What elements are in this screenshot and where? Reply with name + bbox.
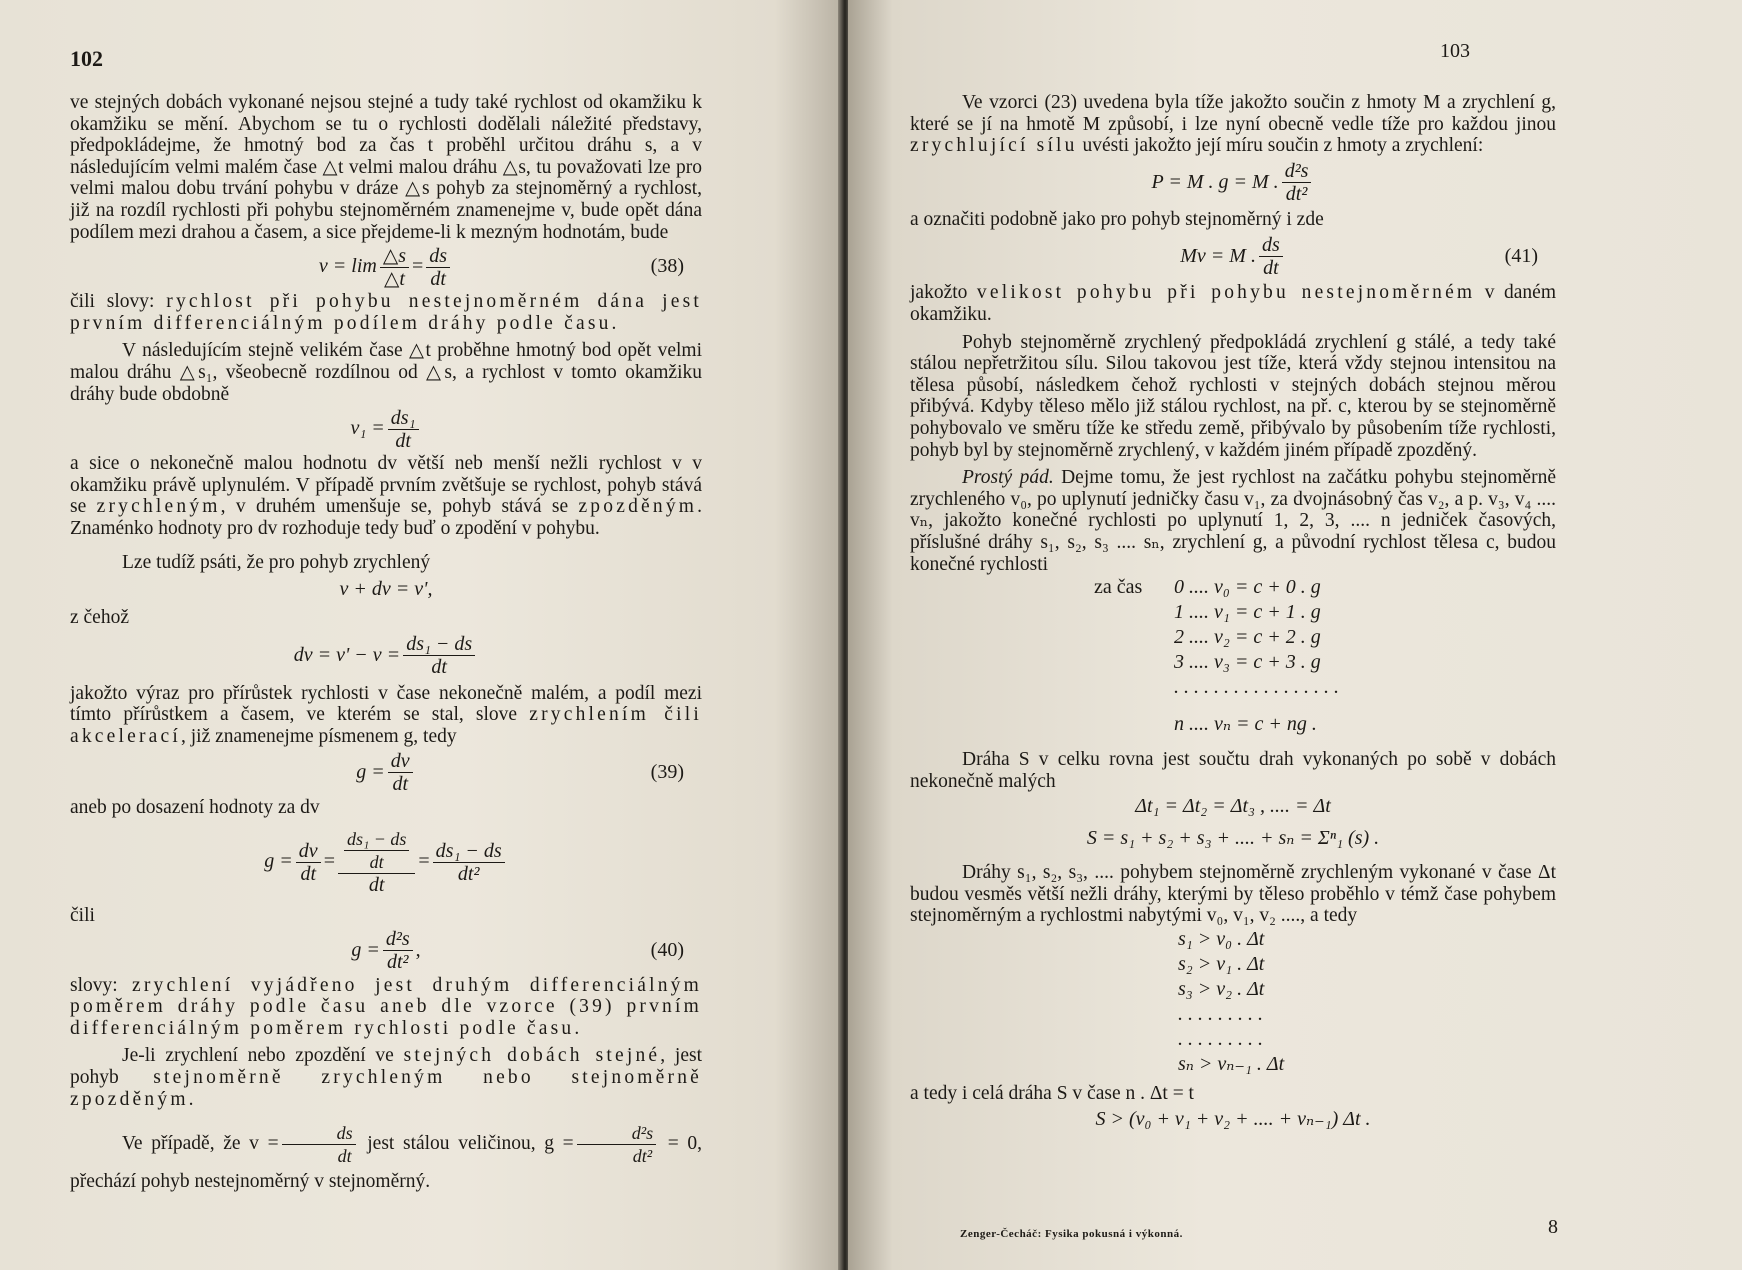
p12-part-c: = 0, přechází pohyb nestejnoměrný v stejnoměrný. [70, 1133, 703, 1193]
r-p5-text: Dejme tomu, že jest rychlost na začátku pohybu stejnoměrně zrychleného v₀, po uplynutí jedničky času v₁, za dvojnásobný čas v₂, a p. v₃, v₄ .... vₙ, jakožto konečné rychlosti po uplynutí 1, 2, 3, .... n jedniček časových, příslušné dráhy s₁, s₂, s₃ .... sₙ, zrychlení g, a původní rychlost tělesa c, budou konečné rychlosti [910, 467, 1556, 575]
right-paragraph-5 [910, 467, 1556, 575]
p11-part-a: Je-li zrychlení nebo zpozdění ve [122, 1045, 404, 1067]
left-paragraph-3: V následujícím stejně velikém čase △t proběhne hmotný bod opět velmi malou dráhu △s₁, všeobecně rozdílnou od △s, a rychlost v tomto okamžiku dráhy bude obdobně [70, 340, 702, 405]
free-fall-value: . . . . . . . . . . . . . . . . . [1174, 676, 1339, 699]
free-fall-label: za čas [1094, 576, 1143, 599]
eq-p-den: dt² [1285, 183, 1308, 206]
left-page [0, 0, 842, 1270]
p12-f1-num: ds [282, 1122, 356, 1145]
eq-big-fraction-b [338, 828, 415, 896]
free-fall-row [1094, 575, 1556, 600]
eq38-f1-num: △s [380, 245, 409, 268]
eq38-f1-den: △t [383, 267, 405, 290]
equation-v1 [70, 405, 702, 453]
eq-p-fraction [1282, 160, 1312, 205]
eq41-num: ds [1259, 234, 1283, 257]
eq-big-fraction-c [433, 840, 505, 885]
equation-compound: g = $\frac{dv}{dt}$ = $\frac{\frac{\text{ds₁ − ds}}{dt}}{dt}$ = $\frac{\text{ds₁ − ds}}{\text{dt²}}$ [70, 819, 702, 905]
equation-final: S > (v₀ + v₁ + v₂ + .... + vₙ₋₁) Δt . [1095, 1107, 1371, 1130]
p12-f2-den: dt² [632, 1146, 653, 1167]
equation-sum-s: S = s₁ + s₂ + s₃ + .... + sₙ = Σⁿ₁ (s) . [1086, 827, 1380, 850]
inequality-row: sₙ > vₙ₋₁ . Δt [1178, 1053, 1285, 1076]
p7-part-a: jakožto výraz pro přírůstek rychlosti v čase nekonečně malém, a podíl mezi tímto přírůstkem a časem, ve kterém se stal, slove [70, 682, 702, 726]
eq-big-inner-fraction [344, 828, 409, 873]
eq-big-inner-num: ds₁ − ds [344, 828, 409, 851]
free-fall-value: 0 .... v₀ = c + 0 . g [1174, 576, 1321, 599]
p12-fraction-1 [282, 1122, 356, 1167]
right-text-column [910, 92, 1556, 1135]
p12-f2-num: d²s [577, 1122, 656, 1145]
free-fall-value: 1 .... v₁ = c + 1 . g [1174, 601, 1321, 624]
eq-v1-num: ds₁ [388, 407, 419, 430]
eq-big-a-den: dt [300, 862, 317, 885]
left-paragraph-10 [70, 975, 702, 1040]
free-fall-row [1094, 625, 1556, 650]
r-p3-part-a: jakožto [910, 282, 977, 304]
eq-v1-fraction [388, 407, 419, 452]
eq39-fraction [388, 750, 413, 795]
free-fall-row [1094, 675, 1556, 700]
equation-39 [70, 747, 702, 797]
eq-dv-num: ds₁ − ds [403, 633, 475, 656]
free-fall-value: 3 .... v₃ = c + 3 . g [1174, 651, 1321, 674]
inequality-row: . . . . . . . . . [1178, 1003, 1263, 1026]
eq-v1-den: dt [395, 429, 411, 452]
r-p3-part-b: v daném okamžiku. [910, 282, 1557, 325]
eq-big-lhs: g = [264, 850, 293, 873]
equation-v-dv: v + dv = v', [339, 578, 433, 601]
equation-force [910, 157, 1556, 209]
eq41-fraction [1259, 234, 1283, 279]
p4-part-c: . Znaménko hodnoty pro dv rozhoduje tedy buď o zpodění v pohybu. [70, 496, 703, 539]
eq-dv-den: dt [431, 656, 447, 679]
right-paragraph-4: Pohyb stejnoměrně zrychlený předpokládá zrychlení g stálé, a tedy také stálou nepřetržitou sílu. Silou takovou jest tíže, která vždy stejnou intensitou na tělesa působí, následkem čehož rychlosti v stejných dobách stejnou měrou přibývá. Kdyby těleso mělo již stálou rychlost, na př. c, kterou by se stejnoměrně pohybovalo ve směru tíže ke středu země, přibývalo by působením tíže rychlosti, pohyb byl by stejnoměrně zrychlený, v každém jiném případě zpozděný. [910, 331, 1556, 461]
free-fall-table [1094, 575, 1556, 737]
eq-big-b-den: dt [368, 874, 385, 897]
right-paragraph-1 [910, 92, 1556, 157]
right-paragraph-2: a označiti podobně jako pro pohyb stejnoměrný i zde [910, 208, 1324, 230]
eq41-den: dt [1263, 256, 1279, 279]
free-fall-row [1094, 650, 1556, 675]
p4-accelerated: zrychleným [96, 496, 221, 518]
eq-v1-lhs: v₁ = [350, 417, 385, 440]
free-fall-value: n .... vₙ = c + ng . [1174, 713, 1317, 736]
eq-big-fraction-a [296, 840, 321, 885]
inequality-row: s₁ > v₀ . Δt [1178, 928, 1265, 951]
p7-part-b: , již znamenejme písmenem g, tedy [181, 725, 457, 747]
p12-f1-den: dt [337, 1146, 352, 1167]
page-footer: Zenger-Čecháč: Fysika pokusná i výkonná. [960, 1228, 1183, 1240]
p4-decelerated: zpozděným [578, 496, 698, 518]
p12-part-a: Ve případě, že v = [122, 1133, 279, 1155]
free-fall-row [1094, 712, 1556, 737]
left-paragraph-4 [70, 453, 702, 539]
inequality-row: s₂ > v₁ . Δt [1178, 953, 1265, 976]
p12-fraction-2 [577, 1122, 656, 1167]
eq40-num: d²s [383, 928, 413, 951]
left-paragraph-1: ve stejných dobách vykonané nejsou stejné a tudy také rychlost od okamžiku k okamžiku se mění. Abychom se tu o rychlosti dodělali náležité představy, předpokládejme, že hmotný bod za čas t proběhl určitou dráhu s, a v následujícím velmi malém čase △t velmi malou dráhu △s, tu považovati lze pro velmi malou dobu trvání pohybu v dráze △s pohyb za stejnoměrný a rychlost, již na rozdíl rychlosti při pohybu stejnoměrném znamenejme v, bude opět dána podílem mezi drahou a časem, a sice přejdeme-li k mezným hodnotám, bude [70, 92, 702, 243]
right-paragraph-8: a tedy i celá dráha S v čase n . Δt = t [910, 1083, 1194, 1105]
p11-emphasis-1: stejných dobách stejné [403, 1045, 661, 1067]
eq40-fraction [383, 928, 413, 973]
equation-38: v = lim $\frac{\triangle s}{\triangle t}$ = $\frac{ds}{dt}$ (38) [318, 244, 684, 290]
equation-delta-t: Δt₁ = Δt₂ = Δt₃ , .... = Δt [1135, 795, 1331, 818]
inequality-row: s₃ > v₂ . Δt [1178, 978, 1265, 1001]
p4-part-a: a sice o nekonečně malou hodnotu dv větší neb menší nežli rychlost v v okamžiku právě uplynulém. V případě prvním zvětšuje se rychlost, pohyb stává se [70, 453, 702, 518]
equation-41 [910, 230, 1556, 282]
eq39-den: dt [392, 772, 409, 795]
eq38-lhs: v = lim [318, 255, 377, 278]
left-paragraph-12 [70, 1122, 702, 1197]
free-fall-value: 2 .... v₂ = c + 2 . g [1174, 626, 1321, 649]
p12-part-b: jest stálou veličinou, g = [367, 1133, 574, 1155]
free-fall-row [1094, 600, 1556, 625]
inequality-row: . . . . . . . . . [1178, 1028, 1263, 1051]
eq38-f2-num: ds [426, 245, 450, 268]
eq39-lhs: g = [356, 760, 385, 783]
left-text-column [70, 92, 702, 1197]
eq41-lhs: Mv = M . [1180, 244, 1256, 267]
eq38-fraction-2 [426, 245, 450, 290]
eq-p-lhs: P = M . g = M . [1151, 170, 1279, 193]
left-paragraph-11 [70, 1045, 702, 1110]
eq38-fraction-1 [380, 245, 409, 290]
p10-lead: slovy: [70, 974, 132, 996]
right-page [848, 0, 1742, 1270]
left-paragraph-2 [70, 291, 702, 334]
left-paragraph-9: čili [70, 905, 95, 927]
eq-big-a-num: dv [296, 840, 321, 863]
left-paragraph-5: Lze tudíž psáti, že pro pohyb zrychlený [122, 551, 431, 573]
eq-dv-fraction [403, 633, 475, 678]
p11-part-b: , jest pohyb [70, 1045, 702, 1089]
right-paragraph-6: Dráha S v celku rovna jest součtu drah vykonaných po sobě v dobách nekonečně malých [910, 749, 1556, 792]
p2-lead: čili slovy: [70, 291, 167, 313]
eq39-num: dv [388, 750, 413, 773]
eq38-f2-den: dt [430, 267, 446, 290]
equation-dv [70, 629, 702, 683]
eq-big-c-den: dt² [457, 862, 480, 885]
equation-number-38: (38) [650, 255, 684, 278]
left-paragraph-6: z čehož [70, 607, 129, 629]
p2-emphasis: rychlost při pohybu nestejnoměrném dána jest prvním differenciálným podílem dráhy podle času. [70, 291, 702, 334]
page-number-left: 102 [70, 46, 103, 71]
equation-number-40: (40) [650, 938, 684, 961]
equation-number-41: (41) [1504, 244, 1538, 267]
eq-p-num: d²s [1282, 160, 1312, 183]
eq-big-b-numerator [338, 828, 415, 874]
eq40-den: dt² [386, 951, 409, 974]
eq-dv-lhs: dv = v' − v = [293, 643, 401, 666]
r-p1-part-b: uvésti jakožto její míru součin z hmoty a zrychlení: [1077, 135, 1484, 157]
p7-acceleration: zrychlením čili akcelerací [70, 704, 702, 747]
p10-emphasis: zrychlení vyjádřeno jest druhým differenciálným poměrem dráhy podle času aneb dle vzorce (39) prvním differenciálným poměrem rychlosti podle času. [70, 974, 702, 1039]
r-p1-emphasis: zrychlující sílu [910, 135, 1078, 157]
p11-emphasis-2: stejnoměrně zrychleným nebo stejnoměrně zpozděným. [70, 1067, 703, 1110]
eq40-lhs: g = [351, 938, 380, 961]
left-paragraph-8: aneb po dosazení hodnoty za dv [70, 797, 320, 819]
p4-part-b: , v druhém umenšuje se, pohyb stává se [220, 496, 579, 518]
eq-big-c-num: ds₁ − ds [433, 840, 505, 863]
r-p3-emphasis: velikost pohybu při pohybu nestejnoměrném [976, 282, 1476, 304]
eq-big-inner-den: dt [369, 852, 384, 873]
free-fall-heading: Prostý pád. [962, 467, 1054, 489]
equation-number-39: (39) [650, 760, 684, 783]
r-p1-part-a: Ve vzorci (23) uvedena byla tíže jakožto součin z hmoty M a zrychlení g, které se jí na hmotě M způsobí, i lze nyní obecně vedle tíže pro každou jinou [910, 92, 1556, 135]
right-paragraph-3 [910, 282, 1556, 325]
inequality-list [1178, 927, 1556, 1077]
page-number-right: 103 [1440, 40, 1470, 62]
signature-mark: 8 [1548, 1216, 1558, 1238]
right-paragraph-7: Dráhy s₁, s₂, s₃, .... pohybem stejnoměrně zrychleným vykonané v čase Δt budou vesměs větší nežli dráhy, kterými by těleso proběhlo v témž čase pohybem stejnoměrným a rychlostmi nabytými v₀, v₁, v₂ ...., a tedy [910, 862, 1556, 927]
left-paragraph-7 [70, 683, 702, 748]
equation-40: g = $\frac{\text{d²s}}{\text{dt²}}$ , (40) [351, 928, 684, 974]
